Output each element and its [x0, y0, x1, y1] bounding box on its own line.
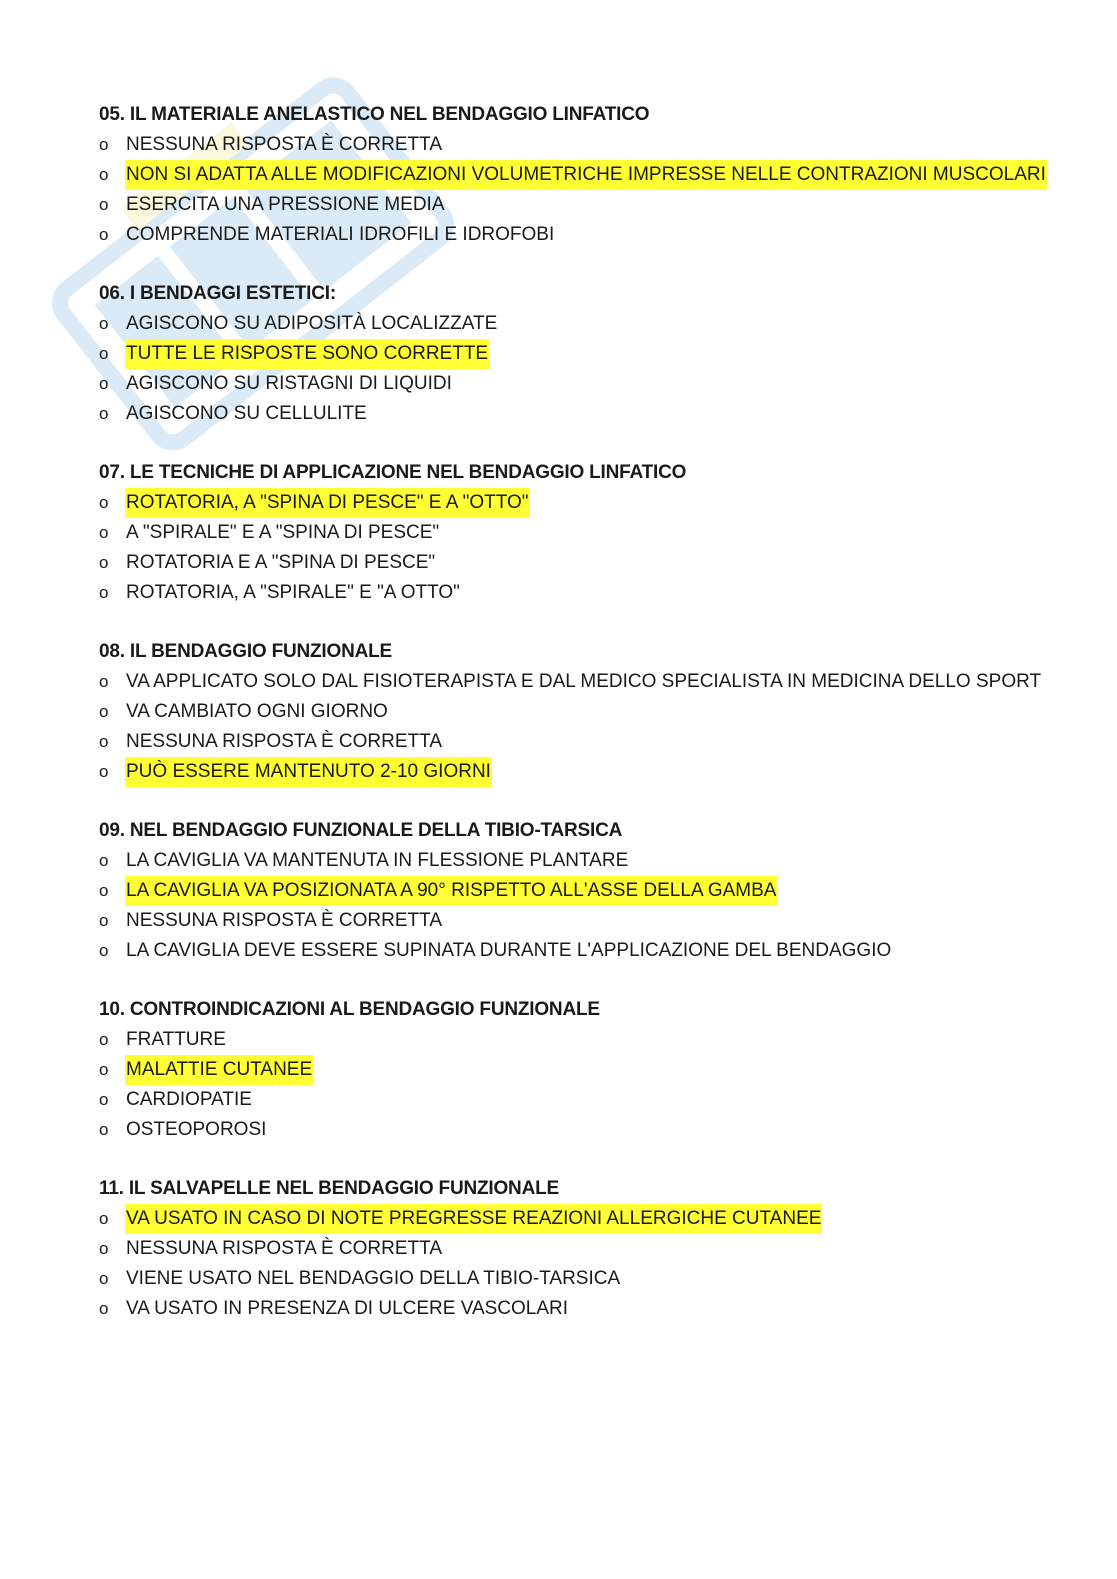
answer-options	[99, 488, 1059, 608]
answer-options	[99, 1025, 1059, 1145]
question-block	[99, 100, 1059, 250]
bullet-icon: o	[99, 225, 109, 244]
bullet-icon: o	[99, 493, 109, 512]
bullet-icon: o	[99, 1239, 109, 1258]
answer-option-correct	[99, 876, 1059, 906]
bullet-icon: o	[99, 911, 109, 930]
question-title: 07. LE TECNICHE DI APPLICAZIONE NEL BENDAGGIO LINFATICO	[99, 462, 687, 483]
answer-option	[99, 1294, 1059, 1324]
bullet-icon: o	[99, 1030, 109, 1049]
answer-options	[99, 309, 1059, 429]
bullet-icon: o	[99, 702, 109, 721]
bullet-icon: o	[99, 881, 109, 900]
answer-option	[99, 130, 1059, 160]
answer-option	[99, 190, 1059, 220]
bullet-icon: o	[99, 1060, 109, 1079]
question-title: 08. IL BENDAGGIO FUNZIONALE	[99, 641, 392, 662]
question-block	[99, 995, 1059, 1145]
question-block	[99, 458, 1059, 608]
bullet-icon: o	[99, 135, 109, 154]
answer-options	[99, 1204, 1059, 1324]
answer-text: LA CAVIGLIA DEVE ESSERE SUPINATA DURANTE L'APPLICAZIONE DEL BENDAGGIO	[126, 940, 892, 961]
question-title: 10. CONTROINDICAZIONI AL BENDAGGIO FUNZIONALE	[99, 999, 600, 1020]
answer-option	[99, 727, 1059, 757]
answer-text: CARDIOPATIE	[126, 1089, 252, 1110]
bullet-icon: o	[99, 1299, 109, 1318]
answer-text: PUÒ ESSERE MANTENUTO 2-10 GIORNI	[125, 757, 492, 787]
answer-text: LA CAVIGLIA VA POSIZIONATA A 90° RISPETTO ALL'ASSE DELLA GAMBA	[125, 876, 777, 906]
answer-option-correct	[99, 1204, 1059, 1234]
bullet-icon: o	[99, 1120, 109, 1139]
bullet-icon: o	[99, 583, 109, 602]
answer-text: ROTATORIA, A "SPINA DI PESCE" E A "OTTO"	[125, 488, 530, 518]
answer-option	[99, 846, 1059, 876]
answer-text: NESSUNA RISPOSTA È CORRETTA	[126, 134, 443, 155]
answer-option-correct	[99, 1055, 1059, 1085]
answer-text: NESSUNA RISPOSTA È CORRETTA	[126, 910, 443, 931]
answer-option	[99, 548, 1059, 578]
bullet-icon: o	[99, 672, 109, 691]
answer-text: MALATTIE CUTANEE	[125, 1055, 313, 1085]
answer-text: COMPRENDE MATERIALI IDROFILI E IDROFOBI	[126, 224, 555, 245]
answer-text: ESERCITA UNA PRESSIONE MEDIA	[126, 194, 445, 215]
answer-options	[99, 130, 1059, 250]
bullet-icon: o	[99, 851, 109, 870]
answer-options	[99, 667, 1059, 787]
answer-text: TUTTE LE RISPOSTE SONO CORRETTE	[125, 339, 489, 369]
answer-text: VA USATO IN CASO DI NOTE PREGRESSE REAZIONI ALLERGICHE CUTANEE	[125, 1204, 822, 1234]
answer-option	[99, 1025, 1059, 1055]
answer-option-correct	[99, 339, 1059, 369]
question-block	[99, 1174, 1059, 1324]
question-title: 05. IL MATERIALE ANELASTICO NEL BENDAGGIO LINFATICO	[99, 104, 650, 125]
answer-text: NESSUNA RISPOSTA È CORRETTA	[126, 1238, 443, 1259]
answer-option	[99, 1264, 1059, 1294]
answer-option-correct	[99, 488, 1059, 518]
answer-text: NESSUNA RISPOSTA È CORRETTA	[126, 731, 443, 752]
bullet-icon: o	[99, 165, 109, 184]
bullet-icon: o	[99, 344, 109, 363]
bullet-icon: o	[99, 195, 109, 214]
answer-option	[99, 1234, 1059, 1264]
bullet-icon: o	[99, 732, 109, 751]
answer-text: VA APPLICATO SOLO DAL FISIOTERAPISTA E DAL MEDICO SPECIALISTA IN MEDICINA DELLO SPORT	[126, 671, 1042, 692]
answer-option	[99, 697, 1059, 727]
answer-text: LA CAVIGLIA VA MANTENUTA IN FLESSIONE PLANTARE	[126, 850, 629, 871]
answer-text: AGISCONO SU RISTAGNI DI LIQUIDI	[126, 373, 452, 394]
bullet-icon: o	[99, 523, 109, 542]
answer-text: VA USATO IN PRESENZA DI ULCERE VASCOLARI	[126, 1298, 569, 1319]
answer-option	[99, 667, 1059, 697]
question-block	[99, 816, 1059, 966]
bullet-icon: o	[99, 1269, 109, 1288]
answer-option	[99, 1085, 1059, 1115]
answer-option	[99, 906, 1059, 936]
answer-text: OSTEOPOROSI	[126, 1119, 267, 1140]
bullet-icon: o	[99, 1209, 109, 1228]
answer-text: ROTATORIA, A "SPIRALE" E "A OTTO"	[126, 582, 460, 603]
answer-text: VIENE USATO NEL BENDAGGIO DELLA TIBIO-TARSICA	[126, 1268, 621, 1289]
bullet-icon: o	[99, 314, 109, 333]
answer-options	[99, 846, 1059, 966]
answer-option	[99, 369, 1059, 399]
question-title: 09. NEL BENDAGGIO FUNZIONALE DELLA TIBIO-TARSICA	[99, 820, 623, 841]
answer-option	[99, 1115, 1059, 1145]
question-list	[99, 100, 1059, 1353]
bullet-icon: o	[99, 941, 109, 960]
question-title: 06. I BENDAGGI ESTETICI:	[99, 283, 336, 304]
question-block	[99, 637, 1059, 787]
question-block	[99, 279, 1059, 429]
answer-option	[99, 309, 1059, 339]
answer-text: AGISCONO SU ADIPOSITÀ LOCALIZZATE	[126, 313, 498, 334]
bullet-icon: o	[99, 374, 109, 393]
bullet-icon: o	[99, 404, 109, 423]
question-title: 11. IL SALVAPELLE NEL BENDAGGIO FUNZIONALE	[99, 1178, 559, 1199]
answer-option	[99, 578, 1059, 608]
answer-option	[99, 220, 1059, 250]
answer-text: ROTATORIA E A "SPINA DI PESCE"	[126, 552, 436, 573]
bullet-icon: o	[99, 762, 109, 781]
bullet-icon: o	[99, 1090, 109, 1109]
answer-option	[99, 399, 1059, 429]
answer-option-correct	[99, 160, 1059, 190]
answer-option-correct	[99, 757, 1059, 787]
answer-text: A "SPIRALE" E A "SPINA DI PESCE"	[126, 522, 440, 543]
answer-text: VA CAMBIATO OGNI GIORNO	[126, 701, 388, 722]
answer-text: NON SI ADATTA ALLE MODIFICAZIONI VOLUMETRICHE IMPRESSE NELLE CONTRAZIONI MUSCOLARI	[125, 160, 1047, 190]
answer-text: AGISCONO SU CELLULITE	[126, 403, 367, 424]
answer-option	[99, 518, 1059, 548]
bullet-icon: o	[99, 553, 109, 572]
answer-option	[99, 936, 1059, 966]
answer-text: FRATTURE	[126, 1029, 226, 1050]
